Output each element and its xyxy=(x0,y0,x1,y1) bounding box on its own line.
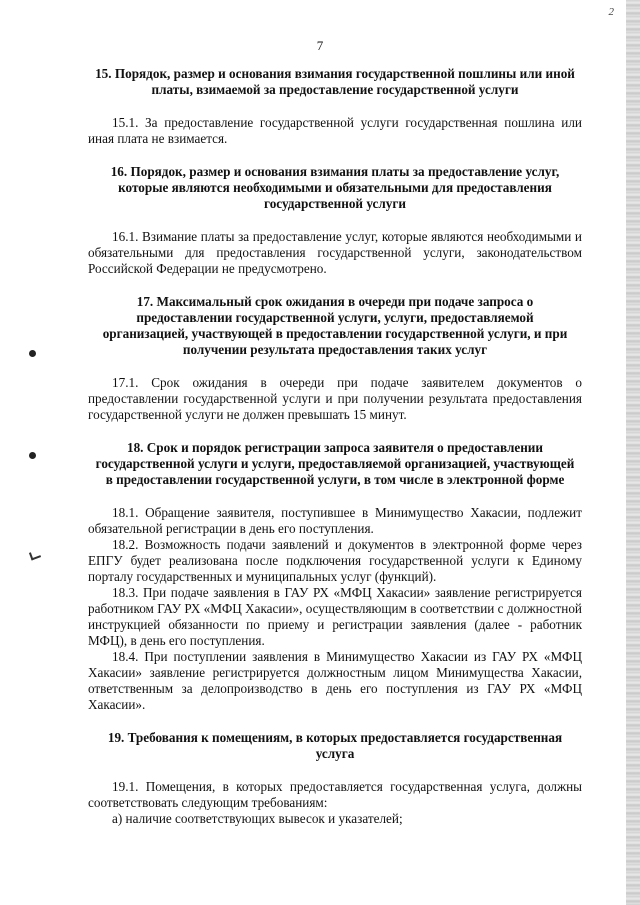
section-19-paragraph-2: а) наличие соответствующих вывесок и указателей; xyxy=(112,811,403,826)
page-number: 7 xyxy=(316,38,324,53)
document-body xyxy=(88,66,582,827)
margin-dot xyxy=(29,452,36,459)
section-17-heading: 17. Максимальный срок ожидания в очереди при подаче запроса о предоставлении государственной услуги, услуги, предоставляемой организацией, участвующей в предоставлении государственной услуги, и при получении результата предоставления таких услуг xyxy=(102,294,568,357)
scan-edge-shadow xyxy=(626,0,640,905)
section-19-heading: 19. Требования к помещениям, в которых предоставляется государственная услуга xyxy=(107,730,563,761)
section-18-paragraph-2: 18.2. Возможность подачи заявлений и документов в электронной форме через ЕПГУ будет реализована после подключения государственной услуги к Единому порталу государственных и муниципальных услуг (функций). xyxy=(88,537,582,584)
section-18-heading: 18. Срок и порядок регистрации запроса заявителя о предоставлении государственной услуги и услуги, предоставляемой организацией, участвующей в предоставлении государственной услуги, в том числе в электронной форме xyxy=(95,440,575,487)
section-17-paragraph-1: 17.1. Срок ожидания в очереди при подаче заявителем документов о предоставлении государственной услуги и при получении результата предоставления государственной услуги не должен превышать 15 минут. xyxy=(88,375,582,422)
section-15-paragraph-1: 15.1. За предоставление государственной услуги государственная пошлина или иная плата не взимается. xyxy=(88,115,582,146)
section-18-paragraph-3: 18.3. При подаче заявления в ГАУ РХ «МФЦ Хакасии» заявление регистрируется работником ГАУ РХ «МФЦ Хакасии», осуществляющим в соответствии с должностной инструкцией обязанности по приему и регистрации заявления (далее - работник МФЦ), в день его поступления. xyxy=(88,585,582,648)
margin-dot xyxy=(29,350,36,357)
section-16-heading: 16. Порядок, размер и основания взимания платы за предоставление услуг, которые являются необходимыми и обязательными для предоставления государственной услуги xyxy=(110,164,560,211)
section-18-paragraph-4: 18.4. При поступлении заявления в Минимущество Хакасии из ГАУ РХ «МФЦ Хакасии» заявление регистрируется должностным лицом Минимущества Хакасии, ответственным за делопроизводство в день его поступления из ГАУ РХ «МФЦ Хакасии». xyxy=(88,649,582,712)
corner-mark: 2 xyxy=(608,6,614,18)
section-18-paragraph-1: 18.1. Обращение заявителя, поступившее в Минимущество Хакасии, подлежит обязательной регистрации в день его поступления. xyxy=(88,505,582,536)
section-16-paragraph-1: 16.1. Взимание платы за предоставление услуг, которые являются необходимыми и обязательными для предоставления государственной услуги, законодательством Российской Федерации не предусмотрено. xyxy=(88,229,582,276)
section-15-heading: 15. Порядок, размер и основания взимания государственной пошлины или иной платы, взимаемой за предоставление государственной услуги xyxy=(95,66,575,97)
margin-tick-mark xyxy=(29,550,41,561)
section-19-paragraph-1: 19.1. Помещения, в которых предоставляется государственная услуга, должны соответствовать следующим требованиям: xyxy=(88,779,582,810)
